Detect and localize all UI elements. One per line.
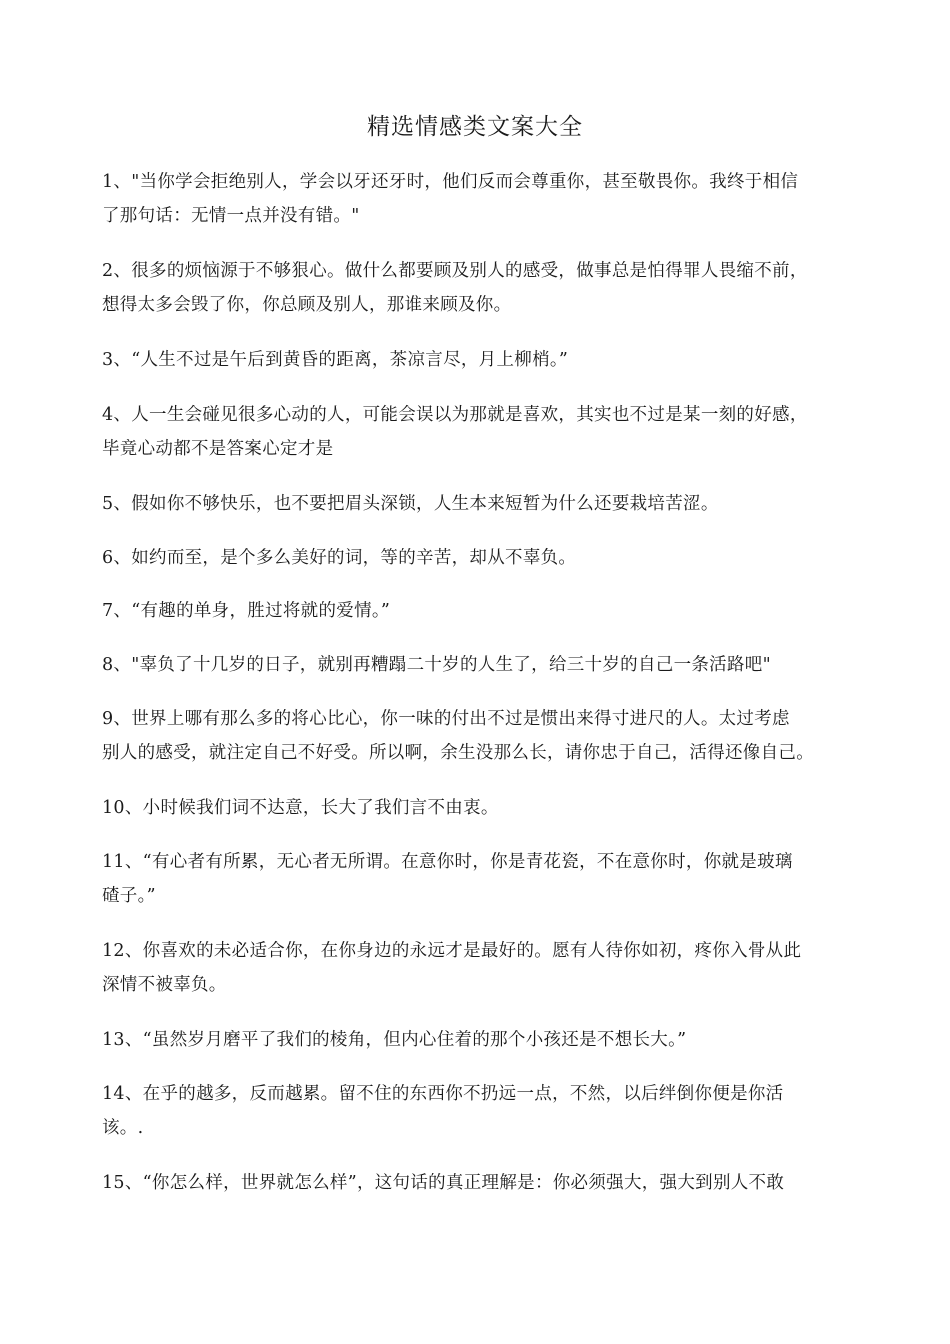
item-line: 15、“你怎么样，世界就怎么样”，这句话的真正理解是：你必须强大，强大到别人不敢 — [102, 1173, 785, 1193]
item-line: 14、在乎的越多，反而越累。留不住的东西你不扔远一点，不然，以后绊倒你便是你活 — [102, 1084, 784, 1104]
item-line: 想得太多会毁了你，你总顾及别人，那谁来顾及你。 — [102, 295, 512, 315]
item-line: 毕竟心动都不是答案心定才是 — [102, 439, 334, 459]
list-item — [102, 254, 862, 322]
page-title: 精选情感类文案大全 — [367, 114, 583, 140]
item-line: 8、"辜负了十几岁的日子，就别再糟蹋二十岁的人生了，给三十岁的自己一条活路吧" — [102, 655, 771, 675]
list-item — [102, 1077, 862, 1145]
item-line: 7、“有趣的单身，胜过将就的爱情。” — [102, 601, 391, 621]
item-line: 11、“有心者有所累，无心者无所谓。在意你时，你是青花瓷，不在意你时，你就是玻璃 — [102, 852, 793, 872]
item-line: 4、人一生会碰见很多心动的人，可能会误以为那就是喜欢，其实也不过是某一刻的好感， — [102, 405, 808, 425]
item-line: 1、"当你学会拒绝别人，学会以牙还牙时，他们反而会尊重你，甚至敬畏你。我终于相信 — [102, 172, 799, 192]
item-line: 2、很多的烦恼源于不够狠心。做什么都要顾及别人的感受，做事总是怕得罪人畏缩不前， — [102, 261, 808, 281]
item-line: 该。. — [102, 1118, 144, 1138]
list-item — [102, 702, 862, 770]
list-item — [102, 594, 862, 628]
item-line: 13、“虽然岁月磨平了我们的棱角，但内心住着的那个小孩还是不想长大。” — [102, 1030, 687, 1050]
item-line: 9、世界上哪有那么多的将心比心，你一味的付出不过是惯出来得寸进尺的人。太过考虑 — [102, 709, 790, 729]
list-item — [102, 541, 862, 575]
list-item — [102, 487, 862, 521]
list-item — [102, 845, 862, 913]
list-item — [102, 1023, 862, 1057]
list-item — [102, 648, 862, 682]
list-item — [102, 791, 862, 825]
item-line: 别人的感受，就注定自己不好受。所以啊，余生没那么长，请你忠于自己，活得还像自己。 — [102, 743, 814, 763]
item-line: 10、小时候我们词不达意，长大了我们言不由衷。 — [102, 798, 499, 818]
item-line: 12、你喜欢的未必适合你，在你身边的永远才是最好的。愿有人待你如初，疼你入骨从此 — [102, 941, 802, 961]
item-line: 3、“人生不过是午后到黄昏的距离，茶凉言尽，月上柳梢。” — [102, 350, 569, 370]
list-item — [102, 398, 862, 466]
item-line: 深情不被辜负。 — [102, 975, 227, 995]
list-item — [102, 1166, 862, 1200]
item-line: 碴子。” — [102, 886, 156, 906]
item-line: 5、假如你不够快乐，也不要把眉头深锁，人生本来短暂为什么还要栽培苦涩。 — [102, 494, 719, 514]
list-item — [102, 343, 862, 377]
list-item — [102, 165, 862, 233]
item-line: 6、如约而至，是个多么美好的词，等的辛苦，却从不辜负。 — [102, 548, 577, 568]
item-line: 了那句话：无情一点并没有错。" — [102, 206, 360, 226]
list-item — [102, 934, 862, 1002]
